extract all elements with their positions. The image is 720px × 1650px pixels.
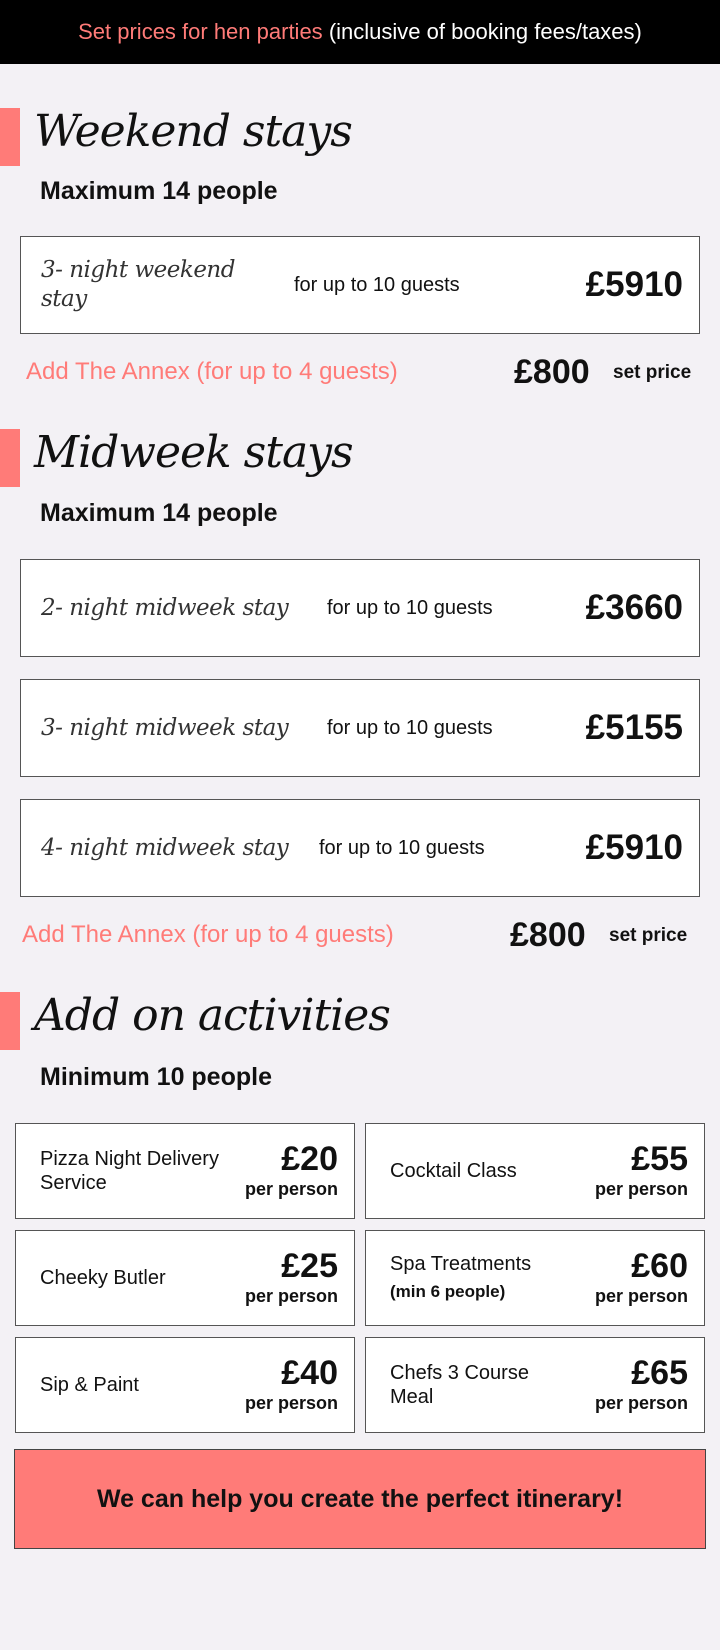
activity-name-text: Pizza Night Delivery Service (40, 1148, 219, 1194)
weekend-section-title: Weekend stays (34, 106, 352, 157)
stay-guests: for up to 10 guests (319, 836, 485, 859)
stay-guests: for up to 10 guests (294, 273, 460, 296)
activity-price-amount: £40 (281, 1354, 338, 1392)
activity-price (595, 1354, 688, 1414)
midweek-capacity: Maximum 14 people (40, 499, 278, 527)
midweek-section-title: Midweek stays (34, 427, 353, 478)
activity-name-text: Chefs 3 Course Meal (390, 1362, 529, 1408)
stay-card[interactable] (20, 236, 700, 334)
activity-price (245, 1247, 338, 1307)
activity-note: (min 6 people) (390, 1282, 506, 1301)
banner-highlight: Set prices for hen parties (78, 19, 323, 44)
annex-addon-row[interactable] (26, 354, 706, 390)
activity-price-unit: per person (594, 1393, 688, 1413)
stay-price: £3660 (585, 588, 683, 627)
activity-name-text: Spa Treatments (390, 1253, 532, 1275)
stay-price: £5910 (585, 828, 683, 867)
activity-card[interactable] (15, 1123, 355, 1219)
stay-card[interactable] (20, 679, 700, 777)
itinerary-cta-button[interactable]: We can help you create the perfect itinerary! (14, 1449, 706, 1549)
activity-name (40, 1338, 225, 1432)
annex-price: £800 (514, 353, 590, 391)
activity-price-unit: per person (594, 1179, 688, 1199)
activity-card[interactable] (365, 1337, 705, 1433)
activity-name-text: Sip & Paint (40, 1374, 139, 1396)
activity-name (390, 1231, 575, 1325)
activities-minimum: Minimum 10 people (40, 1063, 272, 1091)
activity-card[interactable] (15, 1337, 355, 1433)
stay-guests: for up to 10 guests (327, 716, 493, 739)
activity-name (40, 1231, 225, 1325)
activity-card[interactable] (365, 1123, 705, 1219)
activity-name-text: Cheeky Butler (40, 1267, 166, 1289)
stay-price: £5155 (585, 708, 683, 747)
activity-price-amount: £20 (281, 1140, 338, 1178)
stay-name: 2- night midweek stay (41, 594, 289, 621)
annex-price: £800 (510, 916, 586, 954)
activity-price (595, 1140, 688, 1200)
activity-card[interactable] (15, 1230, 355, 1326)
stay-card[interactable] (20, 559, 700, 657)
activity-price-unit: per person (244, 1393, 338, 1413)
activity-name (390, 1124, 575, 1218)
activity-price-amount: £60 (631, 1247, 688, 1285)
banner-text: (inclusive of booking fees/taxes) (328, 19, 642, 44)
section-accent-bar (0, 108, 20, 166)
activity-price-amount: £65 (631, 1354, 688, 1392)
activity-price (595, 1247, 688, 1307)
stay-guests: for up to 10 guests (327, 596, 493, 619)
annex-label: Add The Annex (for up to 4 guests) (26, 358, 398, 385)
annex-price-note: set price (609, 925, 688, 946)
activity-price (245, 1354, 338, 1414)
activity-price-unit: per person (244, 1286, 338, 1306)
annex-price-note: set price (613, 362, 692, 383)
activity-price-unit: per person (244, 1179, 338, 1199)
activity-price-amount: £25 (281, 1247, 338, 1285)
section-accent-bar (0, 992, 20, 1050)
annex-label: Add The Annex (for up to 4 guests) (22, 921, 394, 948)
section-accent-bar (0, 429, 20, 487)
stay-name: 3- night weekend stay (41, 257, 235, 312)
activity-name (40, 1124, 225, 1218)
activity-name (390, 1338, 575, 1432)
stay-name: 4- night midweek stay (41, 834, 289, 861)
activity-name-text: Cocktail Class (390, 1160, 517, 1182)
stay-card[interactable] (20, 799, 700, 897)
stay-price: £5910 (585, 265, 683, 304)
activity-card[interactable] (365, 1230, 705, 1326)
stay-name: 3- night midweek stay (41, 714, 289, 741)
top-banner (0, 0, 720, 64)
activity-price-unit: per person (594, 1286, 688, 1306)
activity-price (245, 1140, 338, 1200)
annex-addon-row[interactable] (22, 917, 702, 953)
activity-price-amount: £55 (631, 1140, 688, 1178)
activities-section-title: Add on activities (34, 990, 390, 1041)
weekend-capacity: Maximum 14 people (40, 177, 278, 205)
